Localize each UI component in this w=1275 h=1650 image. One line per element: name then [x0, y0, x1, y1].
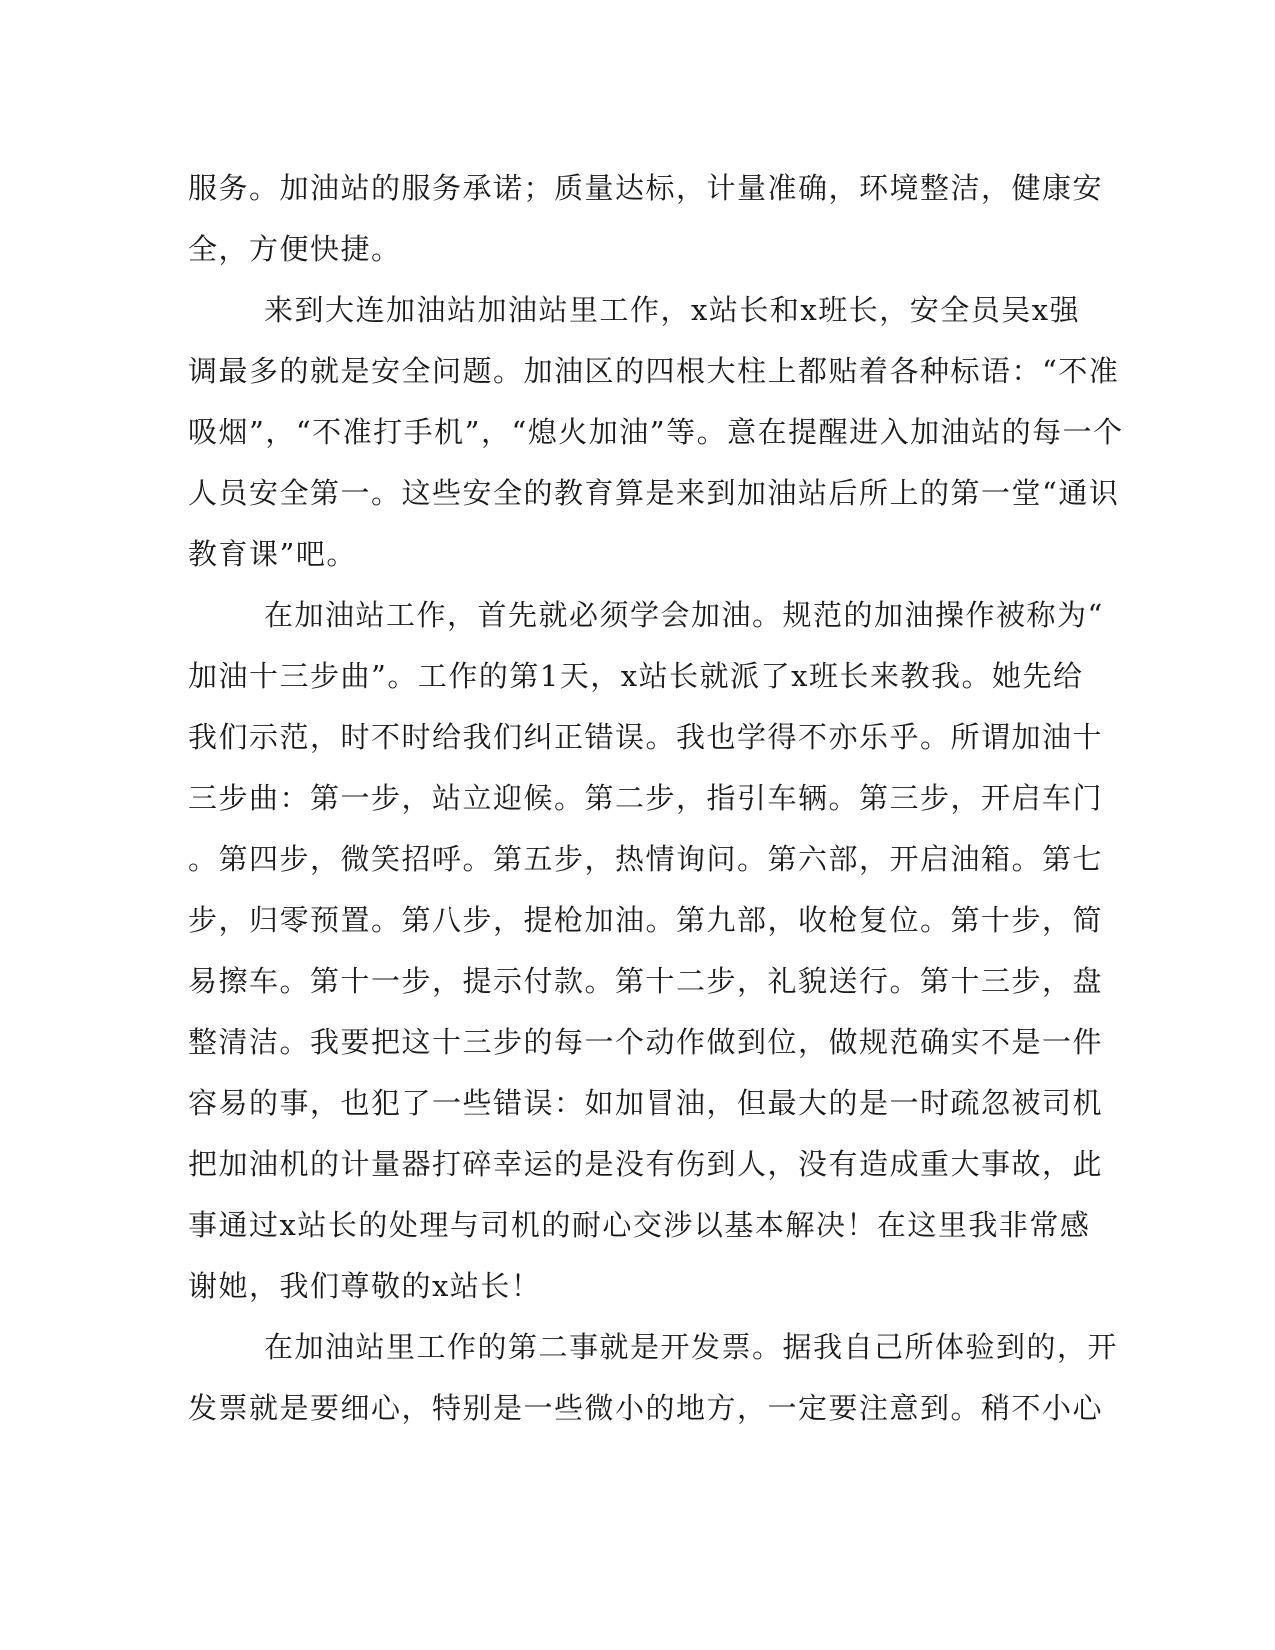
text-line: 易擦车。第十一步，提示付款。第十二步，礼貌送行。第十三步，盘: [188, 964, 1104, 998]
text-line: 容易的事，也犯了一些错误：如加冒油，但最大的是一时疏忽被司机: [188, 1086, 1104, 1120]
body-text: [188, 158, 1124, 1439]
paragraph-start-line: 来到大连加油站加油站里工作，x站长和x班长，安全员吴x强: [264, 293, 1081, 327]
text-line: 调最多的就是安全问题。加油区的四根大柱上都贴着各种标语：“不准: [188, 354, 1120, 388]
text-line: 整清洁。我要把这十三步的每一个动作做到位，做规范确实不是一件: [188, 1025, 1104, 1059]
text-line: 事通过x站长的处理与司机的耐心交涉以基本解决！在这里我非常感: [188, 1208, 1091, 1242]
text-line: 服务。加油站的服务承诺；质量达标，计量准确，环境整洁，健康安: [188, 171, 1104, 205]
paragraph-start-line: 在加油站工作，首先就必须学会加油。规范的加油操作被称为“: [264, 598, 1104, 632]
text-line: 人员安全第一。这些安全的教育算是来到加油站后所上的第一堂“通识: [188, 476, 1120, 510]
text-line: 谢她，我们尊敬的x站长！: [188, 1269, 542, 1303]
text-line: 。第四步，微笑招呼。第五步，热情询问。第六部，开启油箱。第七: [188, 842, 1104, 876]
text-line: 发票就是要细心，特别是一些微小的地方，一定要注意到。稍不小心: [188, 1391, 1104, 1425]
text-line: 吸烟”，“不准打手机”，“熄火加油”等。意在提醒进入加油站的每一个: [188, 415, 1124, 449]
text-line: 三步曲：第一步，站立迎候。第二步，指引车辆。第三步，开启车门: [188, 781, 1104, 815]
text-line: 全，方便快捷。: [188, 232, 402, 266]
text-line: 我们示范，时不时给我们纠正错误。我也学得不亦乐乎。所谓加油十: [188, 720, 1104, 754]
text-line: 加油十三步曲”。工作的第1天，x站长就派了x班长来教我。她先给: [188, 659, 1084, 693]
text-line: 步，归零预置。第八步，提枪加油。第九部，收枪复位。第十步，简: [188, 903, 1104, 937]
text-line: 把加油机的计量器打碎幸运的是没有伤到人，没有造成重大事故，此: [188, 1147, 1104, 1181]
text-line: 教育课”吧。: [188, 537, 357, 571]
paragraph-start-line: 在加油站里工作的第二事就是开发票。据我自己所体验到的，开: [264, 1330, 1119, 1364]
